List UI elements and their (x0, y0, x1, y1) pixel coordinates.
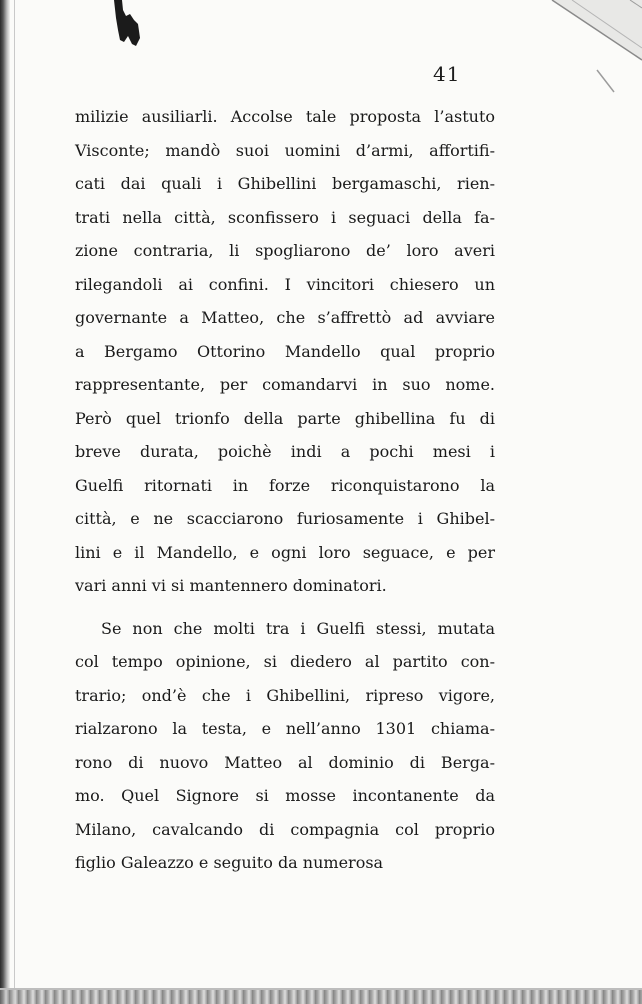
text-line: a Bergamo Ottorino Mandello qual proprio (75, 341, 495, 361)
text-line: breve durata, poichè indi a pochi mesi i (75, 442, 495, 461)
text-line: Guelfi ritornati in forze riconquistarono la (75, 475, 495, 495)
text-line: vari anni vi si mantennero dominatori. (75, 576, 387, 595)
paragraph-2 (75, 612, 495, 880)
page-number: 41 (433, 62, 461, 86)
gutter-line (14, 0, 15, 1004)
text-line: col tempo opinione, si diedero al partito con- (75, 652, 495, 671)
text-line: Se non che molti tra i Guelfi stessi, mutata (101, 618, 495, 638)
text-line: governante a Matteo, che s’affrettò ad avviare (75, 308, 495, 327)
text-line: trati nella città, sconfissero i seguaci della fa- (75, 207, 495, 227)
text-line: rappresentante, per comandarvi in suo nome. (75, 375, 495, 394)
text-line: Milano, cavalcando di compagnia col proprio (75, 819, 495, 839)
text-line: figlio Galeazzo e seguito da numerosa (75, 853, 384, 872)
body-text (75, 100, 495, 880)
text-line: Però quel trionfo della parte ghibellina fu di (75, 408, 495, 428)
frayed-bottom-edge (0, 990, 642, 1004)
text-line: rialzarono la testa, e nell’anno 1301 chiama- (75, 719, 495, 738)
paragraph-1 (75, 100, 495, 603)
text-line: mo. Quel Signore si mosse incontanente da (75, 786, 495, 805)
text-line: rono di nuovo Matteo al dominio di Berga- (75, 752, 495, 772)
text-line: zione contraria, li spogliarono de’ loro averi (75, 241, 495, 260)
text-line: cati dai quali i Ghibellini bergamaschi, rien- (75, 174, 495, 193)
text-line: trario; ond’è che i Ghibellini, ripreso vigore, (75, 685, 495, 705)
text-line: Visconte; mandò suoi uomini d’armi, affortifi- (75, 140, 495, 160)
text-line: lini e il Mandello, e ogni loro seguace, e per (75, 542, 495, 562)
binding-gutter (0, 0, 10, 1004)
ink-blot-mark (108, 0, 148, 55)
text-line: città, e ne scacciarono furiosamente i Ghibel- (75, 509, 495, 528)
text-line: milizie ausiliarli. Accolse tale proposta l’astuto (75, 107, 495, 126)
text-line: rilegandoli ai confini. I vincitori chiesero un (75, 274, 495, 294)
